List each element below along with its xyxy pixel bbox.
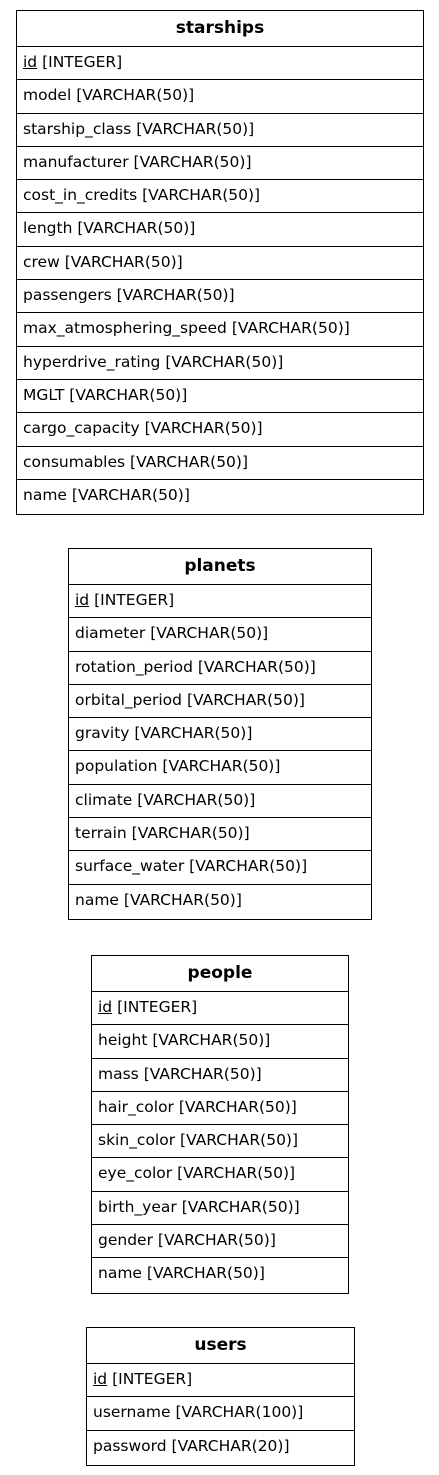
column-type: [VARCHAR(50)] — [144, 419, 263, 438]
column-name: birth_year — [98, 1197, 177, 1216]
column-row — [92, 992, 348, 1025]
column-type: [INTEGER] — [112, 1370, 193, 1388]
column-row — [17, 347, 423, 380]
column-name: cargo_capacity — [23, 419, 140, 438]
column-type: [VARCHAR(50)] — [150, 624, 269, 643]
column-type: [VARCHAR(50)] — [131, 824, 250, 843]
column-row — [69, 818, 371, 851]
column-row — [92, 1258, 348, 1291]
column-name: population — [75, 757, 158, 776]
column-type: [VARCHAR(50)] — [133, 152, 252, 171]
column-type: [VARCHAR(50)] — [157, 1231, 276, 1250]
column-row — [17, 447, 423, 480]
table-users — [86, 1327, 355, 1466]
column-row — [17, 413, 423, 446]
column-name: rotation_period — [75, 657, 193, 676]
column-name: max_atmosphering_speed — [23, 319, 227, 338]
column-row — [17, 80, 423, 113]
column-row — [17, 180, 423, 213]
column-name: consumables — [23, 452, 126, 471]
column-name: orbital_period — [75, 690, 183, 709]
column-type: [VARCHAR(50)] — [231, 319, 350, 338]
column-row — [92, 1158, 348, 1191]
column-type: [VARCHAR(50)] — [197, 657, 316, 676]
column-row — [69, 585, 371, 618]
column-row — [69, 685, 371, 718]
column-row — [92, 1125, 348, 1158]
column-row — [69, 785, 371, 818]
column-row — [92, 1025, 348, 1058]
column-row — [92, 1192, 348, 1225]
column-type: [VARCHAR(50)] — [116, 286, 235, 305]
column-name: length — [23, 219, 73, 238]
column-name: mass — [98, 1064, 139, 1083]
column-name: password — [93, 1436, 167, 1455]
column-row — [69, 618, 371, 651]
column-type: [VARCHAR(50)] — [162, 757, 281, 776]
column-row — [69, 652, 371, 685]
column-name: diameter — [75, 624, 146, 643]
column-type: [VARCHAR(50)] — [165, 352, 284, 371]
column-name: name — [75, 890, 119, 909]
column-type: [INTEGER] — [94, 591, 175, 609]
column-name: cost_in_credits — [23, 186, 138, 205]
column-name: passengers — [23, 286, 112, 305]
column-type: [VARCHAR(50)] — [180, 1131, 299, 1150]
column-row — [17, 47, 423, 80]
column-name: surface_water — [75, 857, 185, 876]
column-row — [17, 480, 423, 513]
column-name: crew — [23, 252, 60, 271]
column-name: climate — [75, 790, 133, 809]
column-type: [VARCHAR(50)] — [146, 1264, 265, 1283]
column-type: [VARCHAR(50)] — [142, 186, 261, 205]
column-row — [17, 147, 423, 180]
column-row — [17, 114, 423, 147]
column-row — [92, 1225, 348, 1258]
column-type: [VARCHAR(50)] — [64, 252, 183, 271]
column-row — [69, 885, 371, 918]
primary-key-name: id — [23, 53, 38, 71]
column-type: [INTEGER] — [42, 53, 123, 71]
column-row — [87, 1364, 354, 1397]
column-row — [69, 718, 371, 751]
column-name: eye_color — [98, 1164, 173, 1183]
column-type: [VARCHAR(50)] — [69, 385, 188, 404]
column-name: hyperdrive_rating — [23, 352, 161, 371]
column-name: starship_class — [23, 119, 132, 138]
column-name: name — [23, 485, 67, 504]
primary-key-name: id — [75, 591, 90, 609]
table-starships — [16, 10, 424, 515]
column-row — [92, 1092, 348, 1125]
column-type: [VARCHAR(50)] — [123, 890, 242, 909]
column-type: [VARCHAR(50)] — [177, 1164, 296, 1183]
primary-key-name: id — [93, 1370, 108, 1388]
column-type: [VARCHAR(50)] — [137, 790, 256, 809]
column-name: gravity — [75, 724, 130, 743]
column-row — [87, 1431, 354, 1464]
column-name: manufacturer — [23, 152, 129, 171]
column-type: [VARCHAR(50)] — [152, 1031, 271, 1050]
column-row — [17, 280, 423, 313]
column-name: MGLT — [23, 385, 65, 404]
column-name: hair_color — [98, 1097, 174, 1116]
column-row — [69, 751, 371, 784]
column-type: [VARCHAR(50)] — [189, 857, 308, 876]
column-name: model — [23, 86, 72, 105]
column-row — [17, 380, 423, 413]
column-row — [17, 247, 423, 280]
column-row — [17, 213, 423, 246]
column-type: [INTEGER] — [117, 998, 198, 1016]
table-people — [91, 955, 349, 1294]
column-row — [92, 1059, 348, 1092]
column-type: [VARCHAR(50)] — [143, 1064, 262, 1083]
column-row — [69, 851, 371, 884]
column-name: name — [98, 1264, 142, 1283]
column-type: [VARCHAR(50)] — [134, 724, 253, 743]
column-name: terrain — [75, 824, 127, 843]
primary-key-name: id — [98, 998, 113, 1016]
column-name: skin_color — [98, 1131, 176, 1150]
column-type: [VARCHAR(100)] — [175, 1403, 304, 1422]
column-type: [VARCHAR(50)] — [71, 485, 190, 504]
column-type: [VARCHAR(50)] — [178, 1097, 297, 1116]
column-name: username — [93, 1403, 171, 1422]
column-type: [VARCHAR(50)] — [130, 452, 249, 471]
column-type: [VARCHAR(50)] — [76, 86, 195, 105]
column-row — [17, 313, 423, 346]
column-type: [VARCHAR(50)] — [136, 119, 255, 138]
table-title: people — [92, 956, 348, 992]
table-title: starships — [17, 11, 423, 47]
column-type: [VARCHAR(50)] — [181, 1197, 300, 1216]
table-planets — [68, 548, 372, 920]
column-type: [VARCHAR(50)] — [186, 690, 305, 709]
table-title: planets — [69, 549, 371, 585]
column-name: gender — [98, 1231, 153, 1250]
column-row — [87, 1397, 354, 1430]
column-name: height — [98, 1031, 148, 1050]
column-type: [VARCHAR(50)] — [77, 219, 196, 238]
table-title: users — [87, 1328, 354, 1364]
column-type: [VARCHAR(20)] — [171, 1436, 290, 1455]
